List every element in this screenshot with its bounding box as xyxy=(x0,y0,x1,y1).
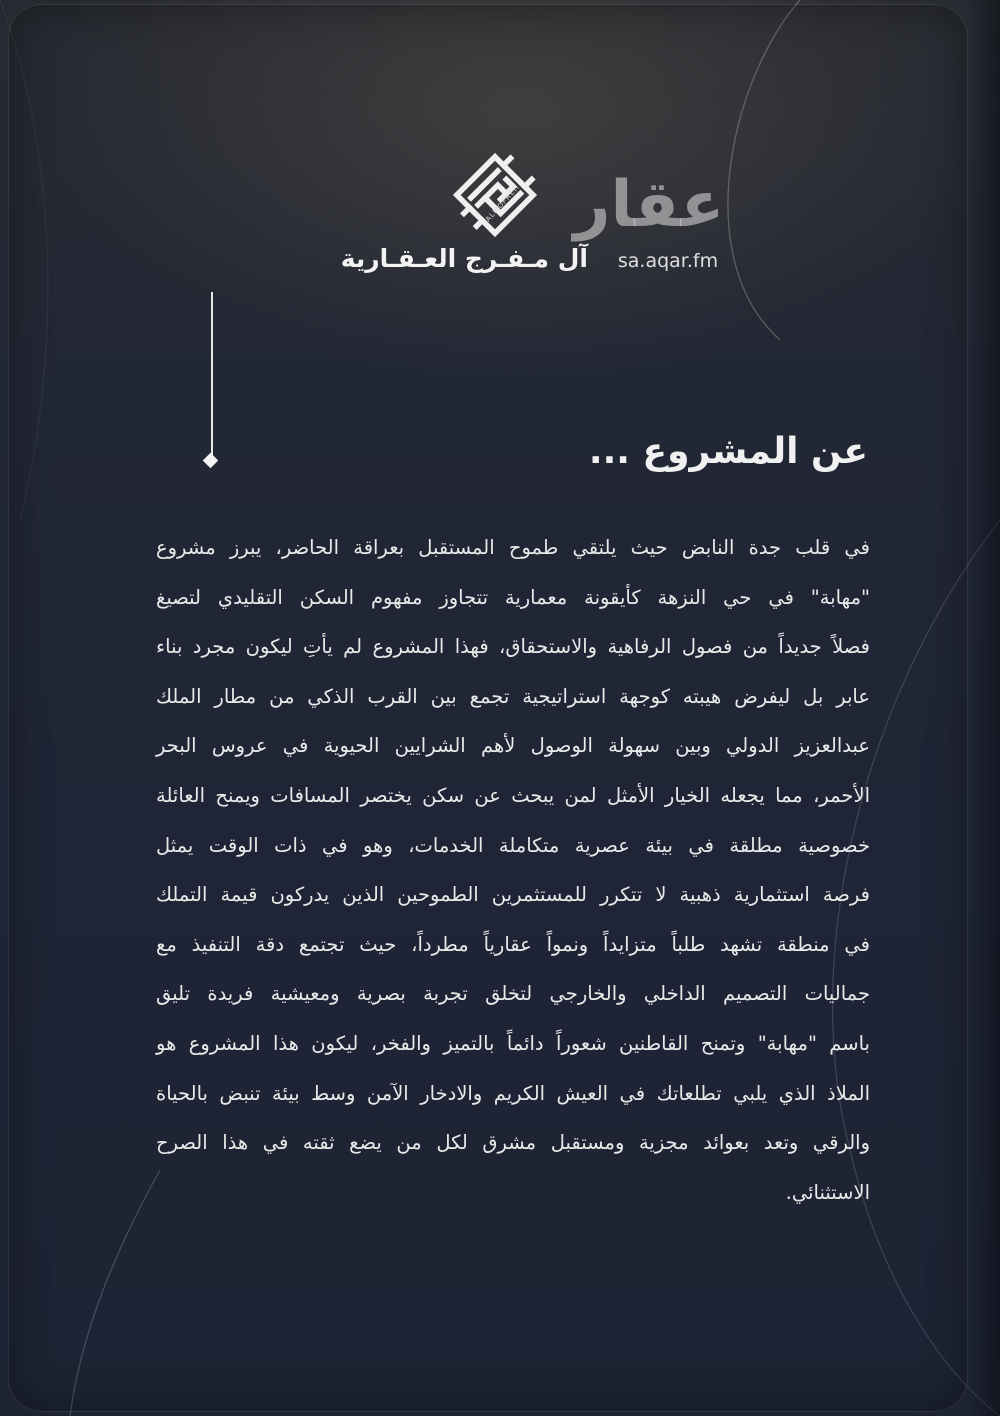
paragraph-line: فصلاً جديداً من فصول الرفاهية والاستحقاق، فهذا المشروع لم يأتِ ليكون مجرد بناء xyxy=(156,635,870,659)
aqar-watermark-url: sa.aqar.fm xyxy=(617,250,719,272)
paragraph-line: عابر بل ليفرض هيبته كوجهة استراتيجية تجمع بين القرب الذكي من مطار الملك xyxy=(156,684,870,708)
brand-name: آل مـفـرج العـقـارية xyxy=(340,244,588,273)
paragraph-line: "مهابة" في حي النزهة كأيقونة معمارية تتجاوز مفهوم السكن التقليدي لتصيغ xyxy=(156,585,870,609)
paragraph-line: باسم "مهابة" وتمنح القاطنين شعوراً دائماً بالتميز والفخر، ليكون هذا المشروع هو xyxy=(156,1031,870,1055)
paragraph-line: في قلب جدة النابض حيث يلتقي طموح المستقبل بعراقة الحاضر، يبرز مشروع xyxy=(156,536,870,559)
logo-latin-text: ALMOFREH xyxy=(484,183,522,224)
paragraph-line: والرقي وتعد بعوائد مجزية ومستقبل مشرق لكل من يضع ثقته في هذا الصرح xyxy=(156,1131,870,1155)
paragraph-line: جماليات التصميم الداخلي والخارجي لتخلق تجربة بصرية ومعيشية فريدة تليق xyxy=(156,982,870,1006)
paragraph-line: فرصة استثمارية ذهبية لا تتكرر للمستثمرين الطموحين الذين يدركون قيمة التملك xyxy=(156,883,870,907)
paragraph-line: الأحمر، مما يجعله الخيار الأمثل لمن يبحث عن سكن يختصر المسافات ويمنح العائلة xyxy=(156,783,870,807)
aqar-watermark-word: عقار xyxy=(573,168,725,242)
paragraph-line: عبدالعزيز الدولي وبين سهولة الوصول لأهم الشرايين الحيوية في عروس البحر xyxy=(156,734,870,758)
edge-shadow xyxy=(966,0,1000,1416)
project-description xyxy=(156,523,870,1217)
paragraph-line: الملاذ الذي يلبي تطلعاتك في العيش الكريم والادخار الآمن وسط بيئة تنبض بالحياة xyxy=(156,1081,870,1105)
paragraph-line: خصوصية مطلقة في بيئة عصرية متكاملة الخدمات، وهو في ذات الوقت يمثل xyxy=(156,833,870,857)
timeline-line xyxy=(211,292,213,455)
paragraph-line: الاستثنائي. xyxy=(785,1180,870,1204)
paragraph-line: في منطقة تشهد طلباً متزايداً ونمواً عقارياً مطرداً، حيث تجتمع دقة التنفيذ مع xyxy=(156,932,870,956)
section-title: عن المشروع ... xyxy=(588,431,868,472)
almofreh-logo-icon xyxy=(440,140,550,250)
